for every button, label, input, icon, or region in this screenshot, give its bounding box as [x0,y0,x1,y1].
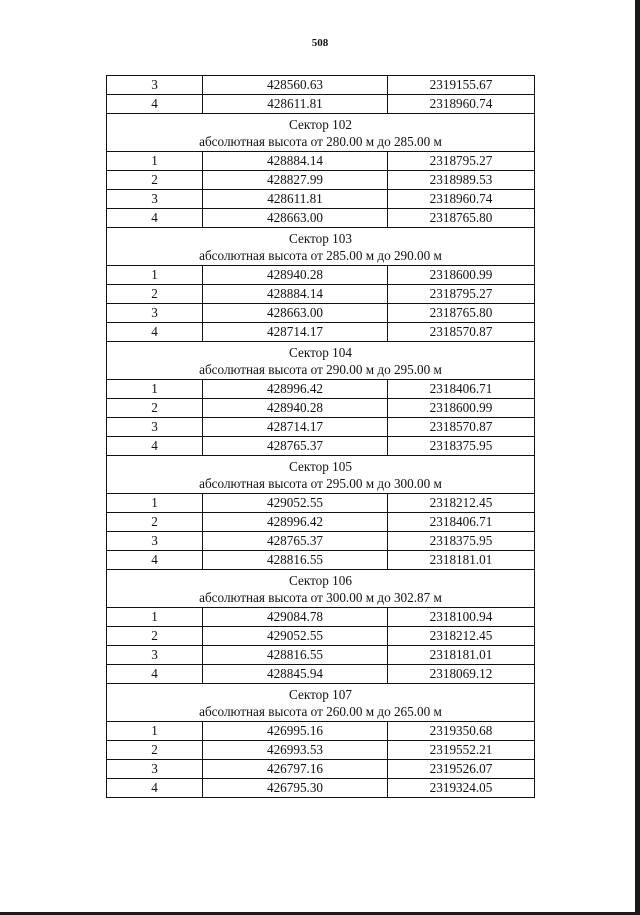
point-row [107,665,535,684]
point-number: 1 [107,380,203,399]
point-number: 1 [107,722,203,741]
sector-altitude-range: абсолютная высота от 280.00 м до 285.00 м [199,133,442,149]
sector-header [107,570,535,608]
y-coordinate: 2318406.71 [388,513,535,532]
sector-altitude-range: абсолютная высота от 260.00 м до 265.00 м [199,703,442,719]
y-coordinate: 2318406.71 [388,380,535,399]
sector-header-row [107,684,535,722]
y-coordinate: 2318989.53 [388,171,535,190]
sector-title: Сектор 102 [289,116,352,132]
x-coordinate: 426993.53 [203,741,388,760]
point-row [107,494,535,513]
point-number: 1 [107,608,203,627]
y-coordinate: 2319324.05 [388,779,535,798]
point-row [107,152,535,171]
x-coordinate: 428560.63 [203,76,388,95]
x-coordinate: 428765.37 [203,437,388,456]
point-row [107,380,535,399]
sector-title: Сектор 107 [289,686,352,702]
point-number: 4 [107,551,203,570]
point-number: 4 [107,437,203,456]
x-coordinate: 428996.42 [203,513,388,532]
y-coordinate: 2318181.01 [388,646,535,665]
point-number: 2 [107,741,203,760]
x-coordinate: 428827.99 [203,171,388,190]
sector-altitude-range: абсолютная высота от 290.00 м до 295.00 м [199,361,442,377]
x-coordinate: 428940.28 [203,399,388,418]
page-number: 508 [311,37,329,49]
x-coordinate: 426995.16 [203,722,388,741]
point-row [107,513,535,532]
point-number: 1 [107,266,203,285]
sector-header [107,114,535,152]
sector-altitude-range: абсолютная высота от 295.00 м до 300.00 м [199,475,442,491]
point-row [107,304,535,323]
x-coordinate: 428940.28 [203,266,388,285]
point-row [107,437,535,456]
sector-header [107,228,535,266]
point-row [107,779,535,798]
point-row [107,722,535,741]
point-number: 4 [107,95,203,114]
y-coordinate: 2318375.95 [388,532,535,551]
coordinates-table [106,75,535,798]
sector-header-row [107,114,535,152]
coordinates-table-body [107,76,535,798]
sector-title: Сектор 103 [289,230,352,246]
y-coordinate: 2319350.68 [388,722,535,741]
point-number: 2 [107,627,203,646]
point-number: 2 [107,399,203,418]
y-coordinate: 2319552.21 [388,741,535,760]
sector-altitude-range: абсолютная высота от 300.00 м до 302.87 м [199,589,442,605]
page-edge-right [635,0,640,915]
point-number: 1 [107,152,203,171]
y-coordinate: 2319526.07 [388,760,535,779]
sector-altitude-range: абсолютная высота от 285.00 м до 290.00 м [199,247,442,263]
y-coordinate: 2318795.27 [388,285,535,304]
sector-header-row [107,342,535,380]
point-row [107,741,535,760]
point-row [107,418,535,437]
x-coordinate: 428714.17 [203,418,388,437]
sector-title: Сектор 106 [289,572,352,588]
y-coordinate: 2318212.45 [388,627,535,646]
x-coordinate: 428611.81 [203,190,388,209]
point-number: 3 [107,646,203,665]
point-number: 1 [107,494,203,513]
sector-header-row [107,570,535,608]
point-row [107,646,535,665]
x-coordinate: 428816.55 [203,551,388,570]
point-number: 4 [107,665,203,684]
sector-title: Сектор 104 [289,344,352,360]
x-coordinate: 428996.42 [203,380,388,399]
y-coordinate: 2319155.67 [388,76,535,95]
point-row [107,532,535,551]
sector-header-row [107,228,535,266]
y-coordinate: 2318570.87 [388,418,535,437]
x-coordinate: 428765.37 [203,532,388,551]
sector-header [107,342,535,380]
x-coordinate: 429052.55 [203,494,388,513]
point-number: 2 [107,171,203,190]
x-coordinate: 428816.55 [203,646,388,665]
point-row [107,323,535,342]
x-coordinate: 428611.81 [203,95,388,114]
point-number: 3 [107,190,203,209]
x-coordinate: 428884.14 [203,152,388,171]
point-number: 4 [107,323,203,342]
y-coordinate: 2318960.74 [388,95,535,114]
point-row [107,95,535,114]
y-coordinate: 2318960.74 [388,190,535,209]
sector-header [107,684,535,722]
point-number: 3 [107,304,203,323]
x-coordinate: 428663.00 [203,304,388,323]
point-number: 2 [107,513,203,532]
x-coordinate: 426795.30 [203,779,388,798]
y-coordinate: 2318181.01 [388,551,535,570]
x-coordinate: 429084.78 [203,608,388,627]
y-coordinate: 2318765.80 [388,209,535,228]
x-coordinate: 428884.14 [203,285,388,304]
point-number: 2 [107,285,203,304]
point-row [107,551,535,570]
x-coordinate: 428714.17 [203,323,388,342]
point-number: 4 [107,779,203,798]
point-row [107,76,535,95]
point-row [107,608,535,627]
point-row [107,285,535,304]
point-number: 4 [107,209,203,228]
x-coordinate: 428663.00 [203,209,388,228]
y-coordinate: 2318600.99 [388,266,535,285]
y-coordinate: 2318795.27 [388,152,535,171]
point-row [107,760,535,779]
point-number: 3 [107,418,203,437]
y-coordinate: 2318765.80 [388,304,535,323]
point-number: 3 [107,532,203,551]
sector-title: Сектор 105 [289,458,352,474]
y-coordinate: 2318212.45 [388,494,535,513]
point-number: 3 [107,76,203,95]
point-row [107,266,535,285]
y-coordinate: 2318570.87 [388,323,535,342]
point-row [107,627,535,646]
point-row [107,209,535,228]
y-coordinate: 2318100.94 [388,608,535,627]
point-number: 3 [107,760,203,779]
x-coordinate: 429052.55 [203,627,388,646]
y-coordinate: 2318375.95 [388,437,535,456]
point-row [107,171,535,190]
x-coordinate: 428845.94 [203,665,388,684]
point-row [107,399,535,418]
point-row [107,190,535,209]
x-coordinate: 426797.16 [203,760,388,779]
sector-header-row [107,456,535,494]
sector-header [107,456,535,494]
y-coordinate: 2318069.12 [388,665,535,684]
y-coordinate: 2318600.99 [388,399,535,418]
